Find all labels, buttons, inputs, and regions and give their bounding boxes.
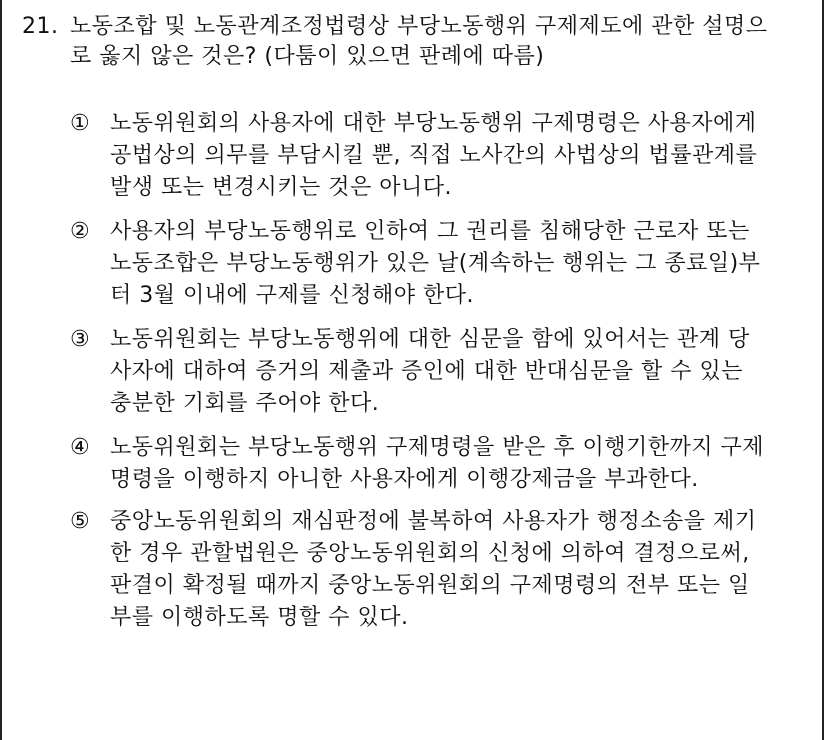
question-block <box>22 12 782 72</box>
choice-5-text: 중앙노동위원회의 재심판정에 불복하여 사용자가 행정소송을 제기한 경우 관할법원은 중앙노동위원회의 신청에 의하여 결정으로써, 판결이 확정될 때까지 중앙노동위원회의 구제명령의 전부 또는 일부를 이행하도록 명할 수 있다. <box>110 509 757 630</box>
choice-4-text: 노동위원회는 부당노동행위 구제명령을 받은 후 이행기한까지 구제명령을 이행하지 아니한 사용자에게 이행강제금을 부과한다. <box>110 435 765 492</box>
choice-4[interactable] <box>70 432 770 496</box>
question-stem-line <box>22 12 782 72</box>
choice-5-marker: ⑤ <box>70 509 91 534</box>
choice-1[interactable] <box>70 108 770 204</box>
choice-3-text: 노동위원회는 부당노동행위에 대한 심문을 함에 있어서는 관계 당사자에 대하여 증거의 제출과 증인에 대한 반대심문을 할 수 있는 충분한 기회를 주어야 한다. <box>110 327 750 416</box>
choice-1-text: 노동위원회의 사용자에 대한 부당노동행위 구제명령은 사용자에게 공법상의 의무를 부담시킬 뿐, 직접 노사간의 사법상의 법률관계를 발생 또는 변경시키는 것은 아니다. <box>110 111 758 200</box>
choice-3-marker: ③ <box>70 327 91 352</box>
choice-4-marker: ④ <box>70 435 91 460</box>
choice-2-text: 사용자의 부당노동행위로 인하여 그 권리를 침해당한 근로자 또는 노동조합은 부당노동행위가 있은 날(계속하는 행위는 그 종료일)부터 3월 이내에 구제를 신청해야 한다. <box>110 219 761 308</box>
choice-list <box>70 108 770 642</box>
question-stem: 노동조합 및 노동관계조정법령상 부당노동행위 구제제도에 관한 설명으로 옳지 않은 것은? (다툼이 있으면 판례에 따름) <box>70 14 768 69</box>
choice-2[interactable] <box>70 216 770 312</box>
question-number: 21. <box>22 14 59 39</box>
choice-5[interactable] <box>70 506 770 634</box>
choice-3[interactable] <box>70 324 770 420</box>
choice-2-marker: ② <box>70 219 91 244</box>
choice-1-marker: ① <box>70 111 91 136</box>
